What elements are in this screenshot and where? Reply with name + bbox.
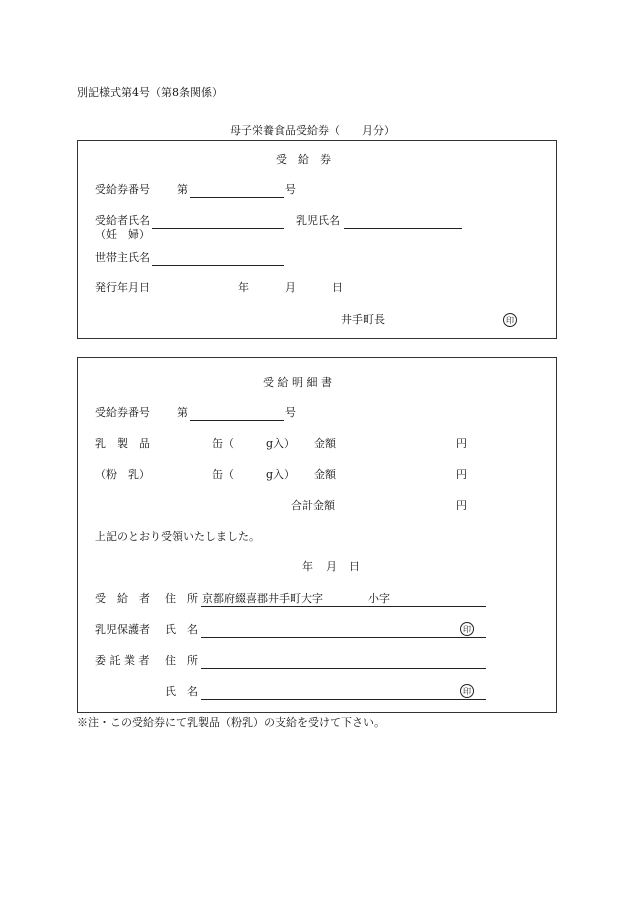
issue-day-label: 日 [332,281,343,294]
seal-mark: 印 [460,684,474,698]
agent-label: 委 託 業 者 [95,654,150,667]
document-title: 母子栄養食品受給券（ 月分） [230,124,395,137]
agent-address-field[interactable] [201,654,486,669]
receipt-day-label: 日 [349,560,360,573]
can-label: 缶（ [212,468,234,481]
issue-year-label: 年 [238,281,249,294]
receiver-address-koaza: 小字 [368,592,390,605]
can-label: 缶（ [212,437,234,450]
name-label: 氏 名 [165,685,198,698]
yen-label: 円 [456,437,467,450]
recipient-name-field[interactable] [152,214,284,229]
gram-label: g入） [266,468,296,481]
receipt-year-label: 年 [302,560,313,573]
address-label: 住 所 [165,592,198,605]
issue-month-label: 月 [285,281,296,294]
detail-box [77,357,557,713]
form-reference: 別記様式第4号（第8条関係） [77,86,223,99]
ticket-number-field[interactable] [190,183,284,198]
detail-number-prefix: 第 [177,406,188,419]
powdered-milk-label: （粉 乳） [95,468,150,481]
detail-number-suffix: 号 [285,406,296,419]
gram-label: g入） [266,437,296,450]
amount-label: 金額 [314,437,336,450]
receipt-statement: 上記のとおり受領いたしました。 [95,530,260,543]
detail-number-field[interactable] [190,406,284,421]
ticket-number-prefix: 第 [177,183,188,196]
ticket-title: 受 給 券 [276,153,331,166]
address-label: 住 所 [165,654,198,667]
recipient-name-label: 受給者氏名 [95,214,150,227]
amount-label: 金額 [314,468,336,481]
ticket-number-suffix: 号 [285,183,296,196]
infant-name-field[interactable] [344,214,462,229]
receiver-label: 受 給 者 [95,592,150,605]
issuer-title: 井手町長 [341,313,385,326]
ticket-number-label: 受給券番号 [95,183,150,196]
ticket-box [77,140,557,339]
agent-name-field[interactable] [201,685,486,700]
name-label: 氏 名 [165,623,198,636]
detail-title: 受 給 明 細 書 [263,376,332,389]
recipient-note: （妊 婦） [95,228,150,241]
householder-name-label: 世帯主氏名 [95,251,150,264]
receiver-address-value: 京都府綴喜郡井手町大字 [202,592,323,605]
receipt-month-label: 月 [326,560,337,573]
seal-mark: 印 [460,622,474,636]
issue-date-label: 発行年月日 [95,281,150,294]
detail-number-label: 受給券番号 [95,406,150,419]
yen-label: 円 [456,468,467,481]
total-amount-label: 合計金額 [291,499,335,512]
seal-mark: 印 [503,313,517,327]
infant-name-label: 乳児氏名 [296,214,340,227]
guardian-label: 乳児保護者 [95,623,150,636]
footnote: ※注・この受給券にて乳製品（粉乳）の支給を受けて下さい。 [77,716,385,729]
yen-label: 円 [456,499,467,512]
dairy-product-label: 乳 製 品 [95,437,150,450]
householder-name-field[interactable] [152,251,284,266]
guardian-name-field[interactable] [201,623,486,638]
